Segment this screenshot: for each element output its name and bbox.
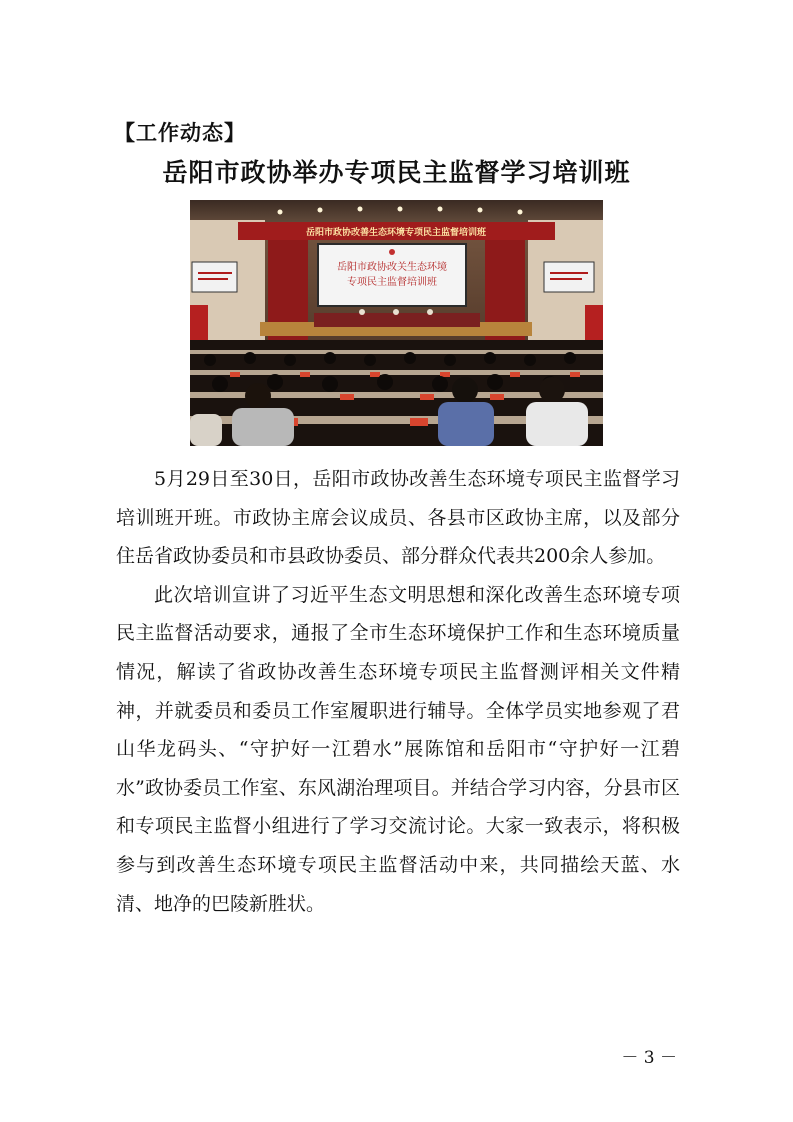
banner-text: 岳阳市政协改善生态环境专项民主监督培训班	[305, 228, 487, 238]
page-number: － 3 －	[621, 1048, 677, 1068]
meeting-photo	[190, 200, 603, 446]
section-tag: 【工作动态】	[114, 121, 246, 145]
article-body	[116, 460, 680, 923]
page-title: 岳阳市政协举办专项民主监督学习培训班	[162, 158, 631, 187]
paragraph-2: 此次培训宣讲了习近平生态文明思想和深化改善生态环境专项民主监督活动要求，通报了全市生态环境保护工作和生态环境质量情况，解读了省政协改善生态环境专项民主监督测评相关文件精神，并就委员和委员工作室履职进行辅导。全体学员实地参观了君山华龙码头、“守护好一江碧水”展陈馆和岳阳市“守护好一江碧水”政协委员工作室、东风湖治理项目。并结合学习内容，分县市区和专项民主监督小组进行了学习交流讨论。大家一致表示，将积极参与到改善生态环境专项民主监督活动中来，共同描绘天蓝、水清、地净的巴陵新胜状。	[116, 583, 680, 915]
paragraph-1: 5月29日至30日，岳阳市政协改善生态环境专项民主监督学习培训班开班。市政协主席会议成员、各县市区政协主席，以及部分住岳省政协委员和市县政协委员、部分群众代表共200余人参加。	[116, 468, 680, 568]
screen-line-2: 专项民主监督培训班	[347, 277, 437, 288]
screen-line-1: 岳阳市政协改关生态环境	[337, 262, 447, 273]
